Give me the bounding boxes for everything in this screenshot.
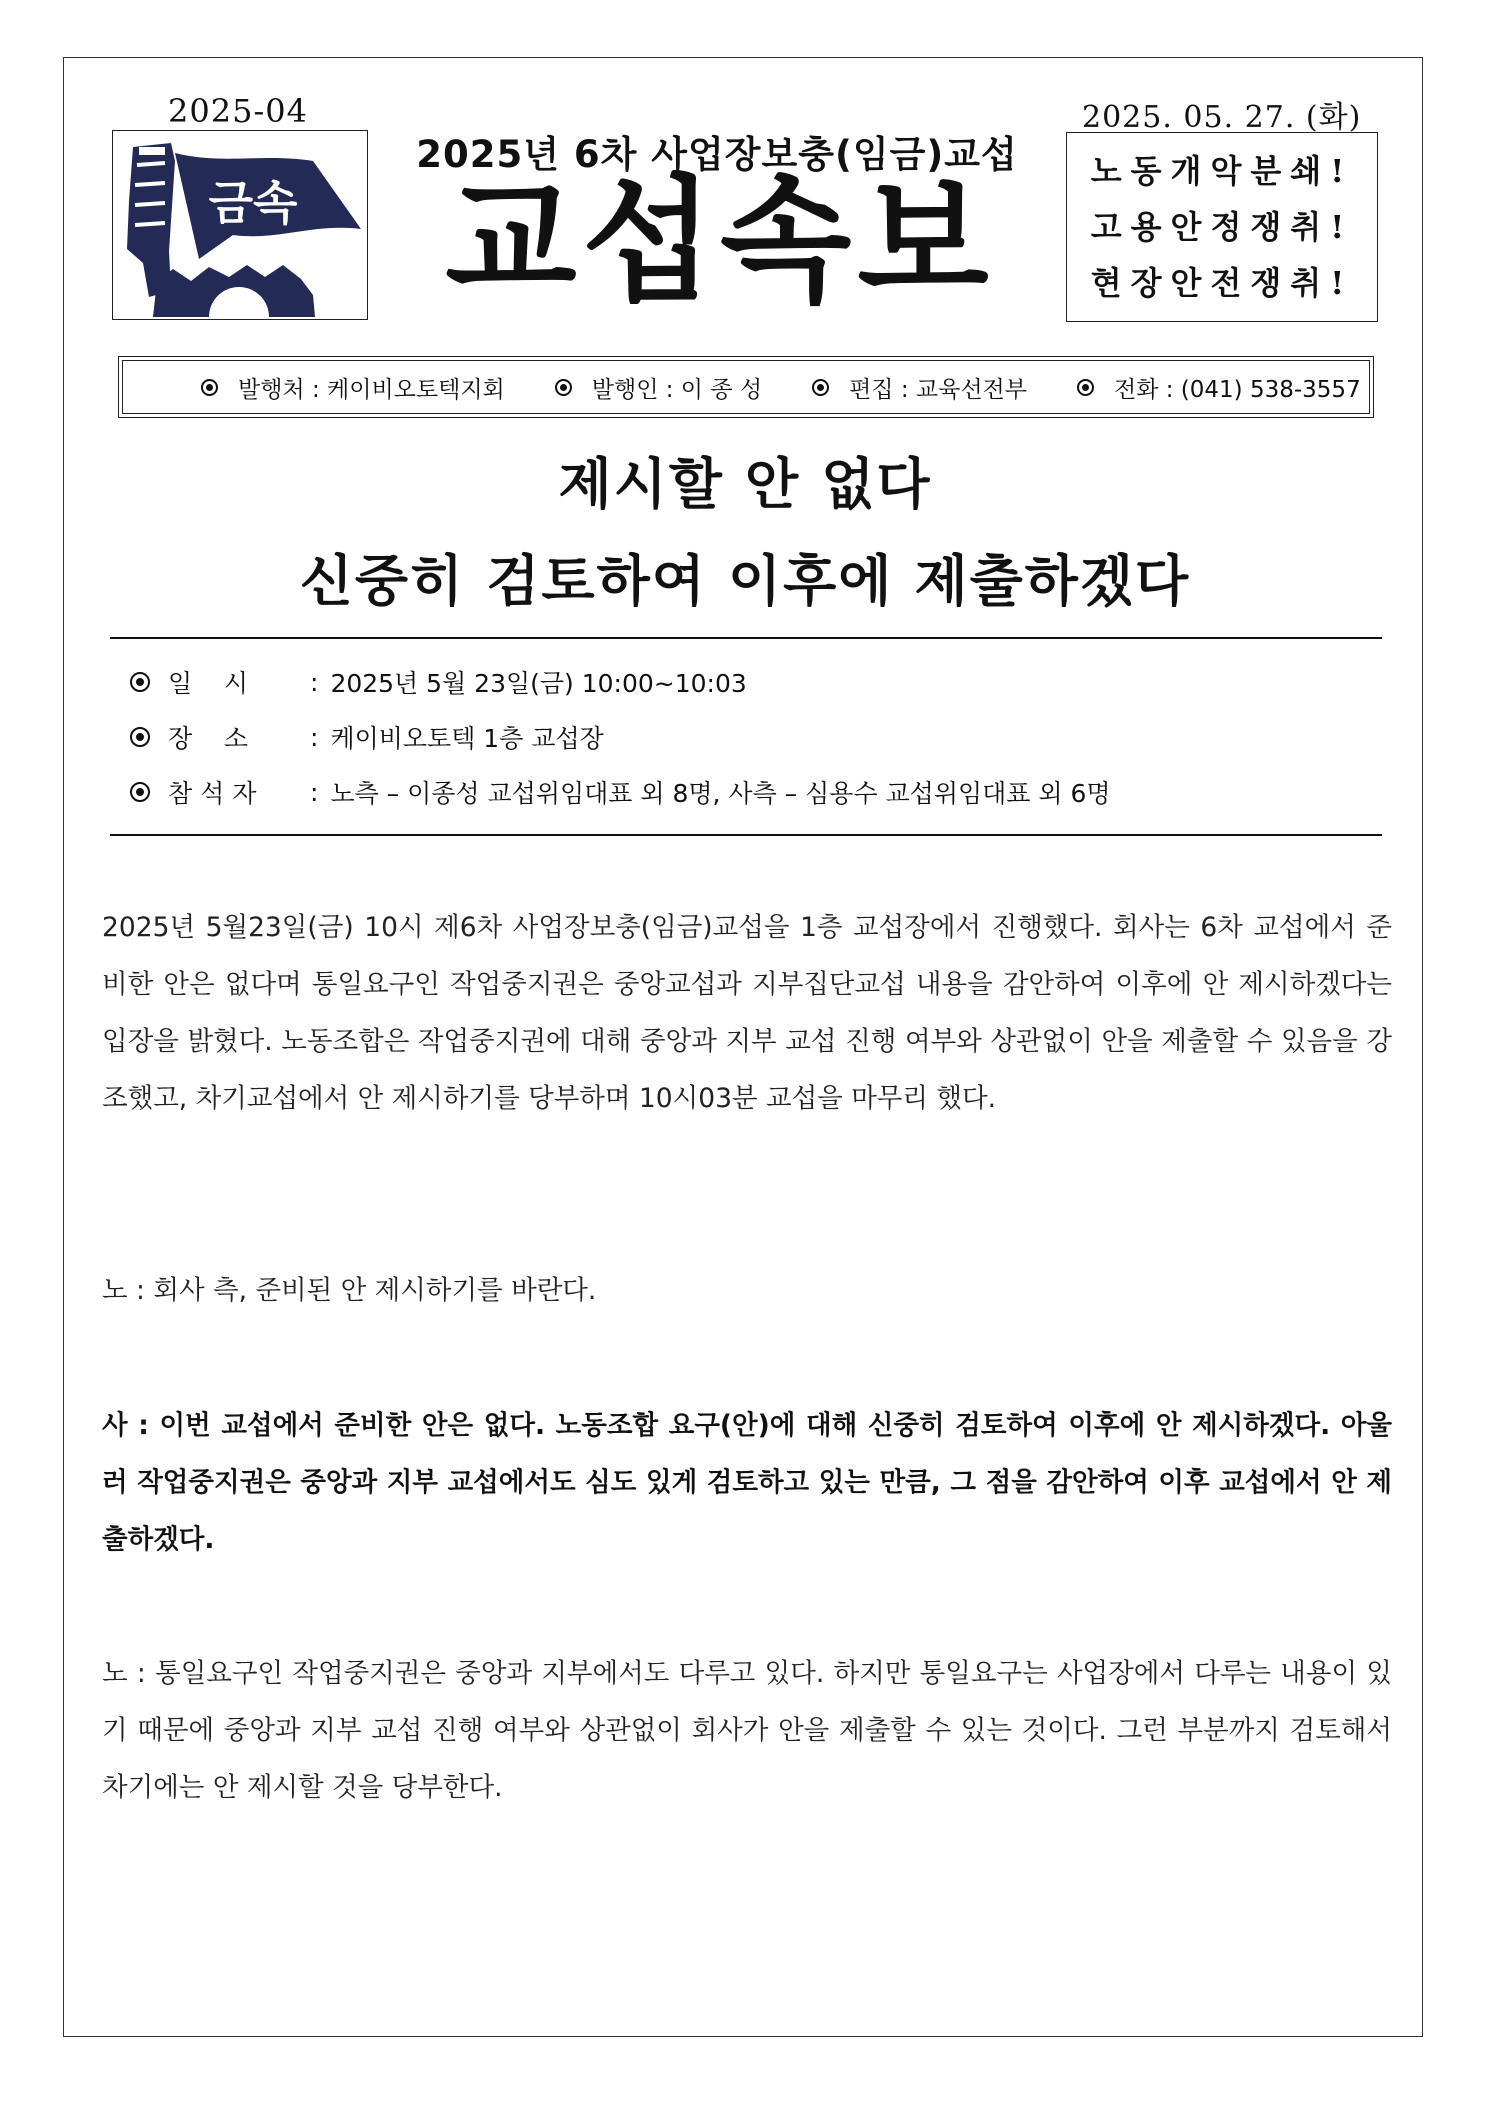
meeting-datetime-label: 일 시	[168, 669, 249, 698]
union-statement-1: 노 : 회사 측, 준비된 안 제시하기를 바란다.	[102, 1275, 597, 1306]
bullet-icon	[1077, 379, 1094, 396]
divider-bottom	[110, 834, 1382, 836]
meeting-attendees-row	[130, 774, 1111, 810]
logo-text: 금속	[208, 176, 298, 230]
slogan-line: 현장안전쟁취!	[1090, 264, 1354, 302]
issue-date: 2025. 05. 27. (화)	[1082, 100, 1362, 135]
editor-text: 편집 : 교육선전부	[849, 376, 1027, 403]
publisher-item	[201, 371, 505, 404]
bullet-icon	[130, 672, 150, 692]
publisher-info-bar	[118, 356, 1374, 418]
publisher-info-inner	[122, 360, 1370, 414]
issuer-item	[555, 371, 762, 404]
company-statement-1: 사 : 이번 교섭에서 준비한 안은 없다. 노동조합 요구(안)에 대해 신중히 검토하여 이후에 안 제시하겠다. 아울러 작업중지권은 중앙과 지부 교섭에서도 심도 있게 검토하고 있는 만큼, 그 점을 감안하여 이후 교섭에서 안 제출하겠다.	[102, 1410, 1392, 1555]
meeting-colon: :	[310, 777, 319, 807]
bullet-icon	[130, 782, 150, 802]
bullet-icon	[812, 379, 829, 396]
meeting-colon: :	[310, 722, 319, 752]
slogan-line: 노동개악분쇄!	[1090, 152, 1354, 190]
headline-line-2: 신중히 검토하여 이후에 제출하겠다	[299, 549, 1191, 613]
meeting-datetime-value: 2025년 5월 23일(금) 10:00~10:03	[330, 669, 747, 698]
masthead-title: 교섭속보	[445, 163, 995, 321]
meeting-attendees-value: 노측 – 이종성 교섭위임대표 외 8명, 사측 – 심용수 교섭위임대표 외 6명	[330, 779, 1111, 808]
divider-top	[110, 637, 1382, 639]
phone-text: 전화 : (041) 538-3557	[1114, 376, 1361, 403]
meeting-place-row	[130, 719, 604, 755]
union-logo-icon	[113, 131, 367, 319]
union-statement-2: 노 : 통일요구인 작업중지권은 중앙과 지부에서도 다루고 있다. 하지만 통일요구는 사업장에서 다루는 내용이 있기 때문에 중앙과 지부 교섭 진행 여부와 상관없이 회사가 안을 제출할 수 있는 것이다. 그런 부분까지 검토해서 차기에는 안 제시할 것을 당부한다.	[102, 1658, 1392, 1803]
issue-number: 2025-04	[168, 92, 308, 130]
union-logo	[112, 130, 368, 320]
headline-line-1: 제시할 안 없다	[558, 452, 932, 516]
meeting-attendees-label: 참 석 자	[168, 779, 257, 808]
meeting-datetime-row	[130, 664, 747, 700]
phone-item	[1077, 371, 1361, 404]
editor-item	[812, 371, 1027, 404]
bullet-icon	[130, 727, 150, 747]
publisher-text: 발행처 : 케이비오토텍지회	[238, 376, 505, 403]
bullet-icon	[201, 379, 218, 396]
slogan-line: 고용안정쟁취!	[1090, 208, 1354, 246]
masthead-subtitle: 2025년 6차 사업장보충(임금)교섭	[416, 133, 1018, 176]
issuer-text: 발행인 : 이 종 성	[591, 376, 763, 403]
meeting-colon: :	[310, 667, 319, 697]
meeting-place-value: 케이비오토텍 1층 교섭장	[330, 724, 604, 753]
bullet-icon	[555, 379, 572, 396]
meeting-place-label: 장 소	[168, 724, 249, 753]
summary-paragraph: 2025년 5월23일(금) 10시 제6차 사업장보충(임금)교섭을 1층 교섭장에서 진행했다. 회사는 6차 교섭에서 준비한 안은 없다며 통일요구인 작업중지권은 중앙교섭과 지부집단교섭 내용을 감안하여 이후에 안 제시하겠다는 입장을 밝혔다. 노동조합은 작업중지권에 대해 중앙과 지부 교섭 진행 여부와 상관없이 안을 제출할 수 있음을 강조했고, 차기교섭에서 안 제시하기를 당부하며 10시03분 교섭을 마무리 했다.	[102, 912, 1392, 1114]
slogan-box	[1066, 132, 1378, 322]
